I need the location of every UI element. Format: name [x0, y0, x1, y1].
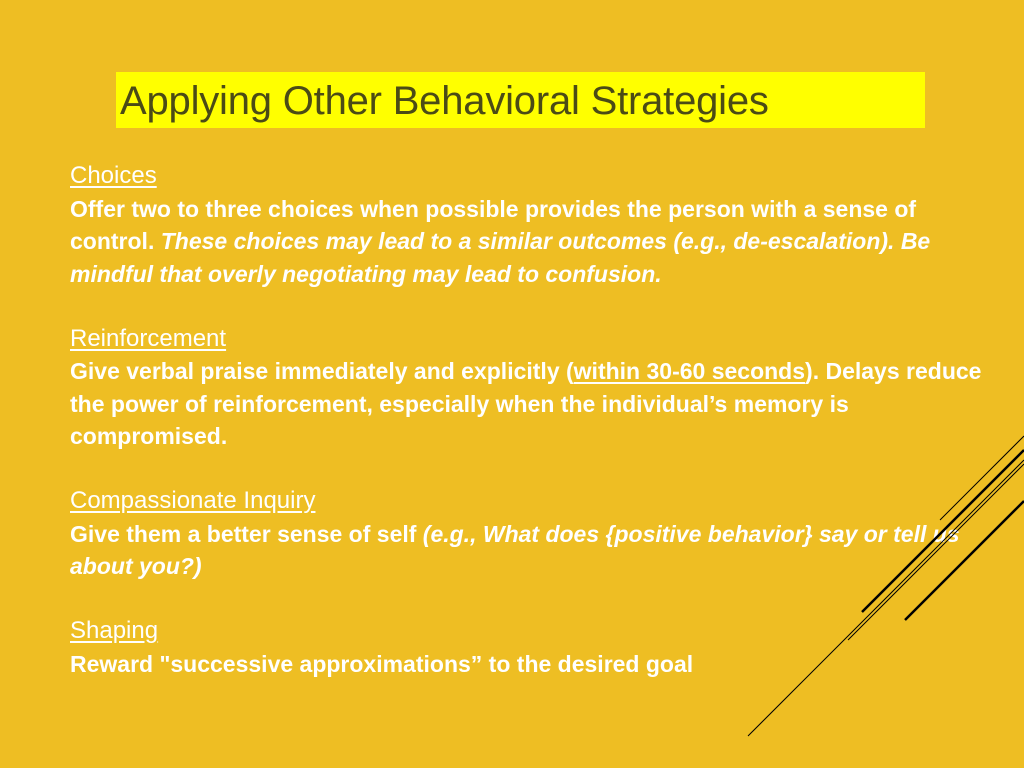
section-heading-shaping: Shaping — [70, 617, 159, 644]
reinforcement-text-after: ). Delays reduce the power of reinforcement, especially when the individual’s memory is compromised. — [70, 358, 982, 449]
choices-text: Offer two to three choices when possible provides the person with a sense of control. — [70, 195, 917, 254]
inquiry-italic-text: (e.g., What does {positive behavior} say or tell us about you?) — [70, 520, 960, 579]
section-heading-choices: Choices — [70, 162, 157, 189]
section-text-shaping: Reward "successive approximations” to the desired goal — [70, 650, 694, 677]
section-heading-reinforcement: Reinforcement — [70, 324, 227, 352]
diagonal-line-thin-3 — [748, 460, 1024, 736]
section-heading-compassionate-inquiry: Compassionate Inquiry — [70, 487, 316, 514]
diagonal-line-thin-1 — [940, 436, 1024, 520]
reinforcement-text-before: Give verbal praise immediately and explicitly ( — [70, 358, 574, 384]
choices-italic-text: These choices may lead to a similar outcomes (e.g., de-escalation). Be mindful that overly negotiating may lead to confusion. — [70, 228, 931, 287]
slide-title: Applying Other Behavioral Strategies — [120, 79, 769, 123]
reinforcement-underlined-text: within 30-60 seconds — [573, 358, 806, 384]
diagonal-line-thick-1 — [862, 450, 1024, 612]
diagonal-line-thin-2 — [848, 464, 1024, 640]
inquiry-text: Give them a better sense of self — [70, 520, 423, 547]
